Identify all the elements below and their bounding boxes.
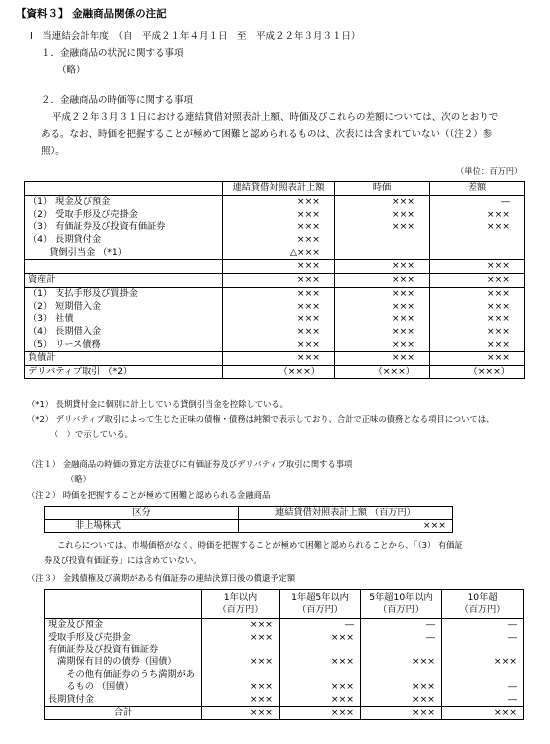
- fair-value-cell: ×××: [335, 195, 430, 208]
- fair-value-cell: （4） 長期借入金: [25, 326, 223, 339]
- note3-heading: （注３） 金銭債権及び満期がある有価証券の連結決算日後の償還予定額: [27, 573, 296, 583]
- fair-value-cell: ×××: [335, 221, 430, 234]
- redemption-cell: ―: [442, 693, 524, 706]
- fair-value-cell: ×××: [335, 287, 430, 300]
- redemption-cell: [202, 644, 280, 656]
- fair-value-cell: ×××: [430, 208, 525, 221]
- fair-value-row: [25, 221, 525, 234]
- fair-value-cell: （5） リース債務: [25, 338, 223, 351]
- fair-value-header-3: 差額: [430, 182, 525, 196]
- redemption-total-row: [45, 706, 524, 719]
- fair-value-cell: （1） 現金及び預金: [25, 195, 223, 208]
- redemption-header-3: [361, 590, 442, 619]
- fair-value-cell: （1） 支払手形及び買掛金: [25, 287, 223, 300]
- redemption-row: [45, 656, 524, 668]
- redemption-cell: [442, 669, 524, 681]
- fair-value-row: [25, 351, 525, 365]
- fair-value-cell: ×××: [430, 338, 525, 351]
- redemption-row: [45, 631, 524, 643]
- redemption-header-0: [45, 590, 202, 619]
- redemption-cell: ×××: [280, 706, 361, 719]
- redemption-cell: ×××: [361, 706, 442, 719]
- redemption-cell: [361, 669, 442, 681]
- fair-value-cell: ×××: [223, 338, 335, 351]
- redemption-cell: ―: [280, 619, 361, 632]
- redemption-cell: ―: [361, 631, 442, 643]
- fair-value-cell: ×××: [335, 273, 430, 287]
- fair-value-cell: ×××: [223, 221, 335, 234]
- fair-value-cell: ×××: [223, 313, 335, 326]
- redemption-cell: ×××: [202, 619, 280, 632]
- fair-value-row: [25, 313, 525, 326]
- redemption-row: [45, 669, 524, 681]
- unlisted-amount: ×××: [239, 520, 453, 533]
- fair-value-cell: ×××: [223, 273, 335, 287]
- section1-body: （略）: [57, 65, 86, 76]
- redemption-cell: ―: [361, 619, 442, 632]
- fair-value-cell: ―: [430, 195, 525, 208]
- fair-value-row: [25, 300, 525, 313]
- footnote-1: （*1） 長期貸付金に個別に計上している貸倒引当金を控除している。: [27, 399, 288, 409]
- fair-value-row: [25, 208, 525, 221]
- redemption-table: [44, 589, 524, 720]
- fair-value-table: [24, 181, 525, 379]
- fair-value-cell: （3） 社債: [25, 313, 223, 326]
- redemption-cell: るもの （国債）: [45, 681, 202, 693]
- fair-value-row: [25, 326, 525, 339]
- note2-line1: これらについては、市場価格がなく、時価を把握することが極めて困難と認められることから、「（3） 有価証: [57, 540, 463, 550]
- fair-value-cell: ×××: [223, 326, 335, 339]
- fair-value-cell: ×××: [430, 273, 525, 287]
- fair-value-cell: ×××: [430, 260, 525, 274]
- unlisted-header-amount: 連結貸借対照表計上額 （百万円）: [239, 507, 453, 520]
- fair-value-cell: [335, 246, 430, 259]
- fair-value-cell: [430, 234, 525, 247]
- fair-value-cell: △×××: [223, 246, 335, 259]
- redemption-header-term: 5年超10年以内: [369, 592, 433, 603]
- redemption-header-unit: （百万円）: [459, 604, 506, 615]
- redemption-header-term: 1年超5年以内: [291, 592, 349, 603]
- redemption-header-2: [280, 590, 361, 619]
- fair-value-header-1: 連結貸借対照表計上額: [223, 182, 335, 196]
- fair-value-cell: デリバティブ取引 （*2）: [25, 365, 223, 379]
- redemption-header-4: [442, 590, 524, 619]
- fair-value-row: [25, 273, 525, 287]
- redemption-cell: ×××: [361, 693, 442, 706]
- redemption-cell: ―: [442, 681, 524, 693]
- fair-value-cell: ×××: [335, 313, 430, 326]
- section2-line1: 平成２２年３月３１日における連結貸借対照表計上額、時価及びこれらの差額については、次のとおりで: [52, 112, 499, 123]
- redemption-cell: ×××: [280, 681, 361, 693]
- fair-value-cell: ×××: [430, 326, 525, 339]
- fair-value-row: [25, 338, 525, 351]
- note2-line2: 券及び投資有価証券」には含めていない。: [44, 555, 202, 565]
- redemption-cell: ×××: [280, 656, 361, 668]
- fair-value-cell: ×××: [223, 195, 335, 208]
- fair-value-cell: ×××: [335, 338, 430, 351]
- fair-value-cell: ×××: [430, 221, 525, 234]
- section2-line3: 照）。: [41, 146, 65, 157]
- unlisted-item: 非上場株式: [45, 520, 239, 533]
- fair-value-cell: ×××: [223, 287, 335, 300]
- redemption-cell: 受取手形及び売掛金: [45, 631, 202, 643]
- fair-value-cell: 資産計: [25, 273, 223, 287]
- fair-value-cell: （×××）: [223, 365, 335, 379]
- note1-heading: （注１） 金融商品の時価の算定方法並びに有価証券及びデリバティブ取引に関する事項: [27, 459, 353, 469]
- redemption-cell: 満期保有目的の債券（国債）: [45, 656, 202, 668]
- redemption-cell: ×××: [442, 656, 524, 668]
- redemption-cell: ―: [442, 631, 524, 643]
- redemption-cell: ―: [442, 619, 524, 632]
- fair-value-row: [25, 287, 525, 300]
- fiscal-period: Ⅰ 当連結会計年度 （自 平成２１年４月１日 至 平成２２年３月３１日）: [30, 31, 361, 42]
- redemption-cell: 合計: [45, 706, 202, 719]
- fair-value-cell: ×××: [223, 300, 335, 313]
- fair-value-cell: [335, 234, 430, 247]
- redemption-cell: [202, 669, 280, 681]
- fair-value-cell: （×××）: [335, 365, 430, 379]
- fair-value-cell: （2） 短期借入金: [25, 300, 223, 313]
- section1-heading: １．金融商品の状況に関する事項: [41, 48, 184, 59]
- fair-value-cell: ×××: [223, 234, 335, 247]
- fair-value-row: [25, 246, 525, 259]
- redemption-cell: [280, 644, 361, 656]
- footnote-2: （*2） デリバティブ取引によって生じた正味の債権・債務は純額で表示しており、合計で正味の債務となる項目については、: [27, 414, 495, 424]
- section2-heading: ２．金融商品の時価等に関する事項: [41, 95, 194, 106]
- fair-value-cell: ×××: [223, 351, 335, 365]
- note1-body: （略）: [66, 474, 91, 484]
- fair-value-row: [25, 234, 525, 247]
- unlisted-header-category: 区分: [45, 507, 239, 520]
- fair-value-cell: （3） 有価証券及び投資有価証券: [25, 221, 223, 234]
- redemption-cell: ×××: [202, 693, 280, 706]
- document-title: 【資料３】 金融商品関係の注記: [16, 8, 167, 20]
- fair-value-cell: ×××: [430, 351, 525, 365]
- fair-value-cell: （4） 長期貸付金: [25, 234, 223, 247]
- fair-value-cell: ×××: [430, 287, 525, 300]
- redemption-header-unit: （百万円）: [297, 604, 343, 615]
- fair-value-header-0: [25, 182, 223, 196]
- redemption-cell: ×××: [361, 656, 442, 668]
- fair-value-cell: ×××: [335, 208, 430, 221]
- redemption-header-term: 10年超: [467, 592, 498, 603]
- redemption-cell: [442, 644, 524, 656]
- redemption-cell: ×××: [202, 681, 280, 693]
- fair-value-header-row: [25, 182, 525, 196]
- fair-value-row: [25, 260, 525, 274]
- redemption-cell: 有価証券及び投資有価証券: [45, 644, 202, 656]
- fair-value-row: [25, 195, 525, 208]
- redemption-header-row: [45, 590, 524, 619]
- redemption-header-term: 1年以内: [223, 592, 258, 603]
- redemption-cell: ×××: [280, 631, 361, 643]
- redemption-cell: ×××: [361, 681, 442, 693]
- redemption-cell: [280, 669, 361, 681]
- fair-value-cell: [430, 246, 525, 259]
- redemption-cell: ×××: [202, 656, 280, 668]
- fair-value-row: [25, 365, 525, 379]
- redemption-cell: [361, 644, 442, 656]
- redemption-cell: その他有価証券のうち満期があ: [45, 669, 202, 681]
- fair-value-cell: [25, 260, 223, 274]
- fair-value-cell: ×××: [335, 260, 430, 274]
- fair-value-cell: ×××: [223, 260, 335, 274]
- redemption-header-1: [202, 590, 280, 619]
- fair-value-cell: （2） 受取手形及び売掛金: [25, 208, 223, 221]
- redemption-row: [45, 693, 524, 706]
- fair-value-cell: ×××: [335, 351, 430, 365]
- redemption-header-unit: （百万円）: [378, 604, 424, 615]
- fair-value-cell: ×××: [430, 313, 525, 326]
- redemption-cell: ×××: [202, 631, 280, 643]
- unlisted-table: [44, 506, 453, 533]
- fair-value-cell: 貸倒引当金 （*1）: [25, 246, 223, 259]
- fair-value-cell: ×××: [335, 300, 430, 313]
- note2-heading: （注２） 時価を把握することが極めて困難と認められる金融商品: [27, 490, 271, 500]
- redemption-header-unit: （百万円）: [217, 604, 264, 615]
- fair-value-cell: ×××: [430, 300, 525, 313]
- footnote-2-cont: （ ）で示している。: [50, 429, 133, 439]
- fair-value-cell: 負債計: [25, 351, 223, 365]
- redemption-row: [45, 681, 524, 693]
- redemption-row: [45, 644, 524, 656]
- redemption-cell: 現金及び預金: [45, 619, 202, 632]
- redemption-cell: ×××: [280, 693, 361, 706]
- fair-value-cell: （×××）: [430, 365, 525, 379]
- fair-value-cell: ×××: [223, 208, 335, 221]
- redemption-row: [45, 619, 524, 632]
- redemption-cell: ×××: [202, 706, 280, 719]
- redemption-cell: ×××: [442, 706, 524, 719]
- redemption-cell: 長期貸付金: [45, 693, 202, 706]
- fair-value-header-2: 時価: [335, 182, 430, 196]
- unit-label: （単位：百万円）: [456, 166, 523, 176]
- fair-value-cell: ×××: [335, 326, 430, 339]
- section2-line2: ある。なお、時価を把握することが極めて困難と認められるものは、次表には含まれていない（（注２）参: [41, 129, 493, 140]
